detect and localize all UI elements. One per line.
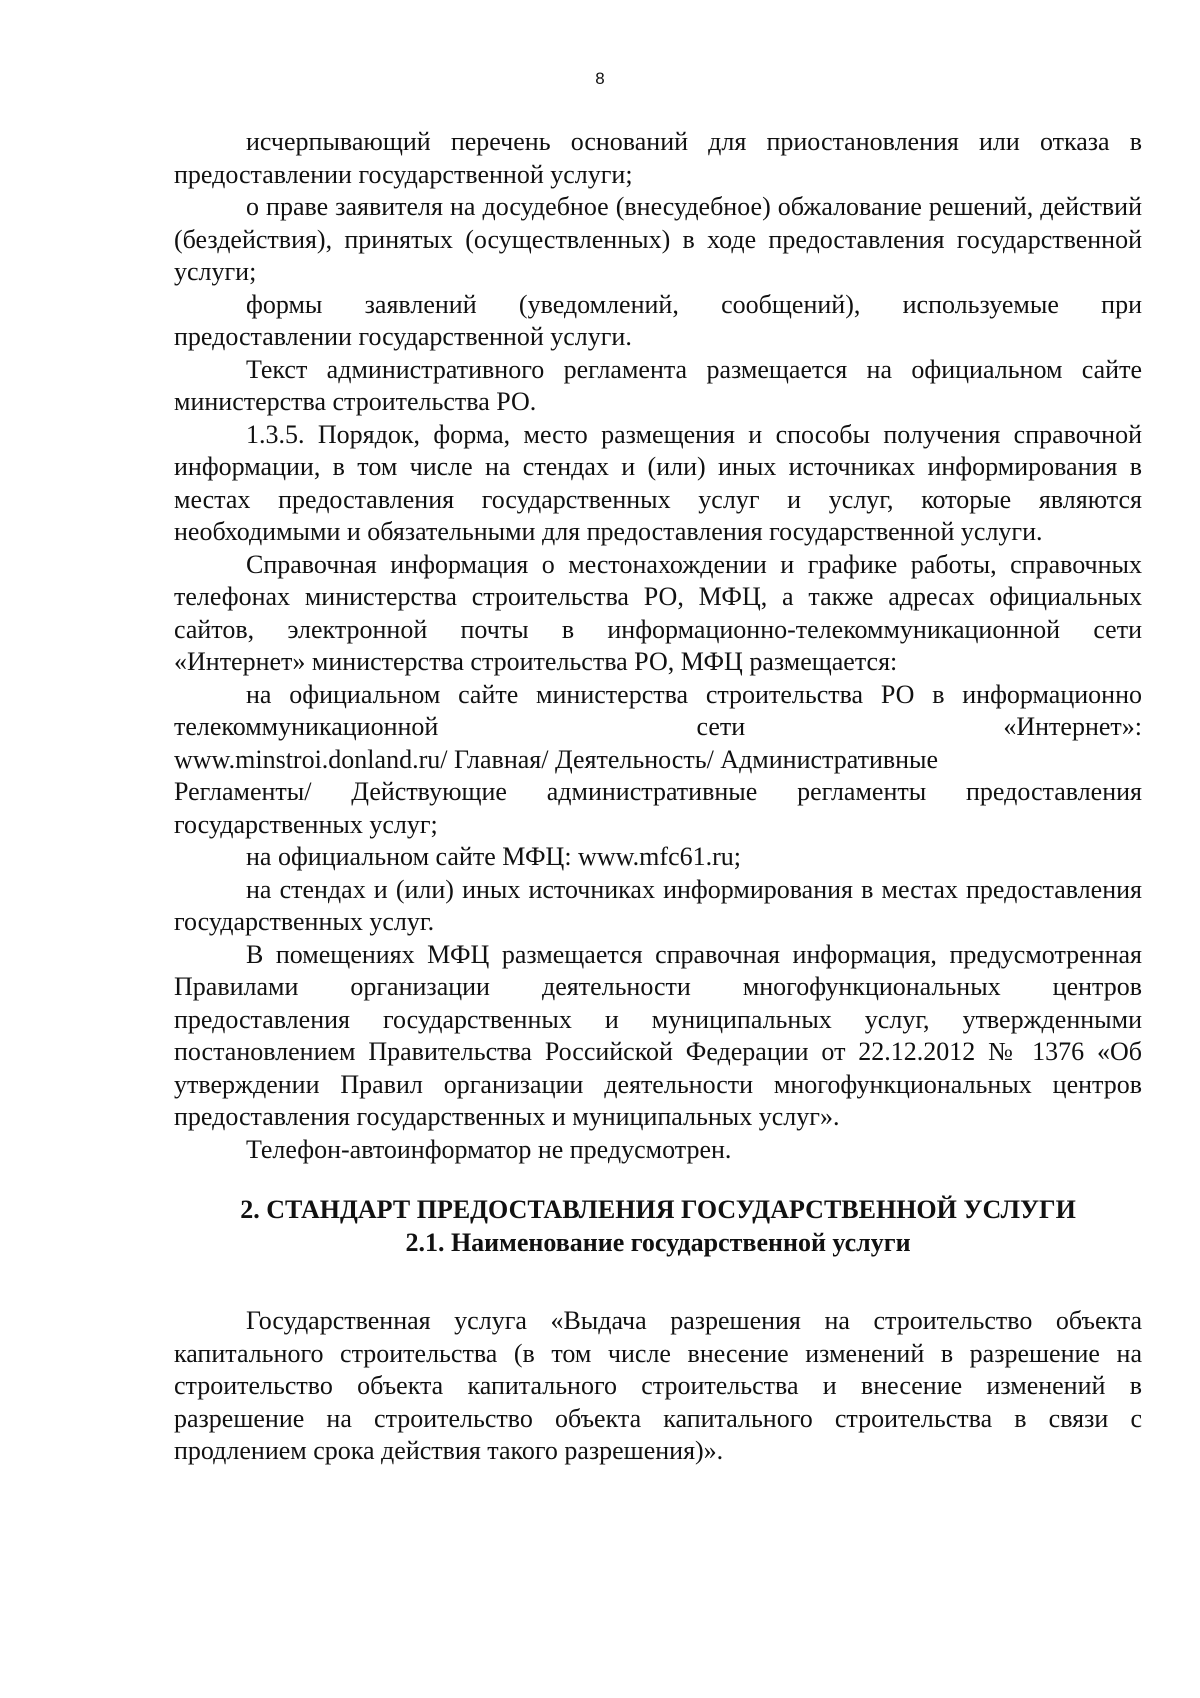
- paragraph: Справочная информация о местонахождении и графике работы, справочных телефонах министерства строительства РО, МФЦ, а также адресах официальных сайтов, электронной почты в информационно-телекоммуникационной сети «Интернет» министерства строительства РО, МФЦ размещается:: [174, 549, 1142, 676]
- paragraph: формы заявлений (уведомлений, сообщений), используемые при предоставлении государственной услуги.: [174, 289, 1142, 351]
- paragraph: на официальном сайте министерства строительства РО в информационно телекоммуникационной сети «Интернет»:: [174, 679, 1142, 741]
- paragraph-url: www.minstroi.donland.ru/ Главная/ Деятельность/ Административные: [174, 744, 939, 774]
- page-number: 8: [595, 69, 605, 88]
- paragraph: Государственная услуга «Выдача разрешения на строительство объекта капитального строительства (в том числе внесение изменений в разрешение на строительство объекта капитального строительства и внесение изменений в разрешение на строительство объекта капитального строительства в связи с продлением срока действия такого разрешения)».: [174, 1306, 1142, 1465]
- paragraph: о праве заявителя на досудебное (внесудебное) обжалование решений, действий (бездействия), принятых (осуществленных) в ходе предоставления государственной услуги;: [174, 192, 1142, 286]
- subsection-heading: 2.1. Наименование государственной услуги: [405, 1227, 911, 1257]
- paragraph: Текст административного регламента размещается на официальном сайте министерства строительства РО.: [174, 354, 1142, 416]
- paragraph: Телефон-автоинформатор не предусмотрен.: [246, 1134, 732, 1164]
- paragraph: на официальном сайте МФЦ: www.mfc61.ru;: [246, 842, 741, 871]
- paragraph: 1.3.5. Порядок, форма, место размещения и способы получения справочной информации, в том числе на стендах и (или) иных источниках информирования в местах предоставления государственных услуг и услуг, которые являются необходимыми и обязательными для предоставления государственной услуги.: [174, 419, 1142, 546]
- paragraph: В помещениях МФЦ размещается справочная информация, предусмотренная Правилами организации деятельности многофункциональных центров предоставления государственных и муниципальных услуг, утвержденными постановлением Правительства Российской Федерации от 22.12.2012 № 1376 «Об утверждении Правил организации деятельности многофункциональных центров предоставления государственных и муниципальных услуг».: [174, 939, 1142, 1131]
- section-heading: 2. СТАНДАРТ ПРЕДОСТАВЛЕНИЯ ГОСУДАРСТВЕННОЙ УСЛУГИ: [240, 1195, 1076, 1224]
- paragraph: исчерпывающий перечень оснований для приостановления или отказа в предоставлении государственной услуги;: [174, 127, 1142, 189]
- document-body: [174, 126, 1142, 1468]
- paragraph: Регламенты/ Действующие административные регламенты предоставления государственных услуг;: [174, 777, 1142, 839]
- paragraph: на стендах и (или) иных источниках информирования в местах предоставления государственных услуг.: [174, 874, 1142, 936]
